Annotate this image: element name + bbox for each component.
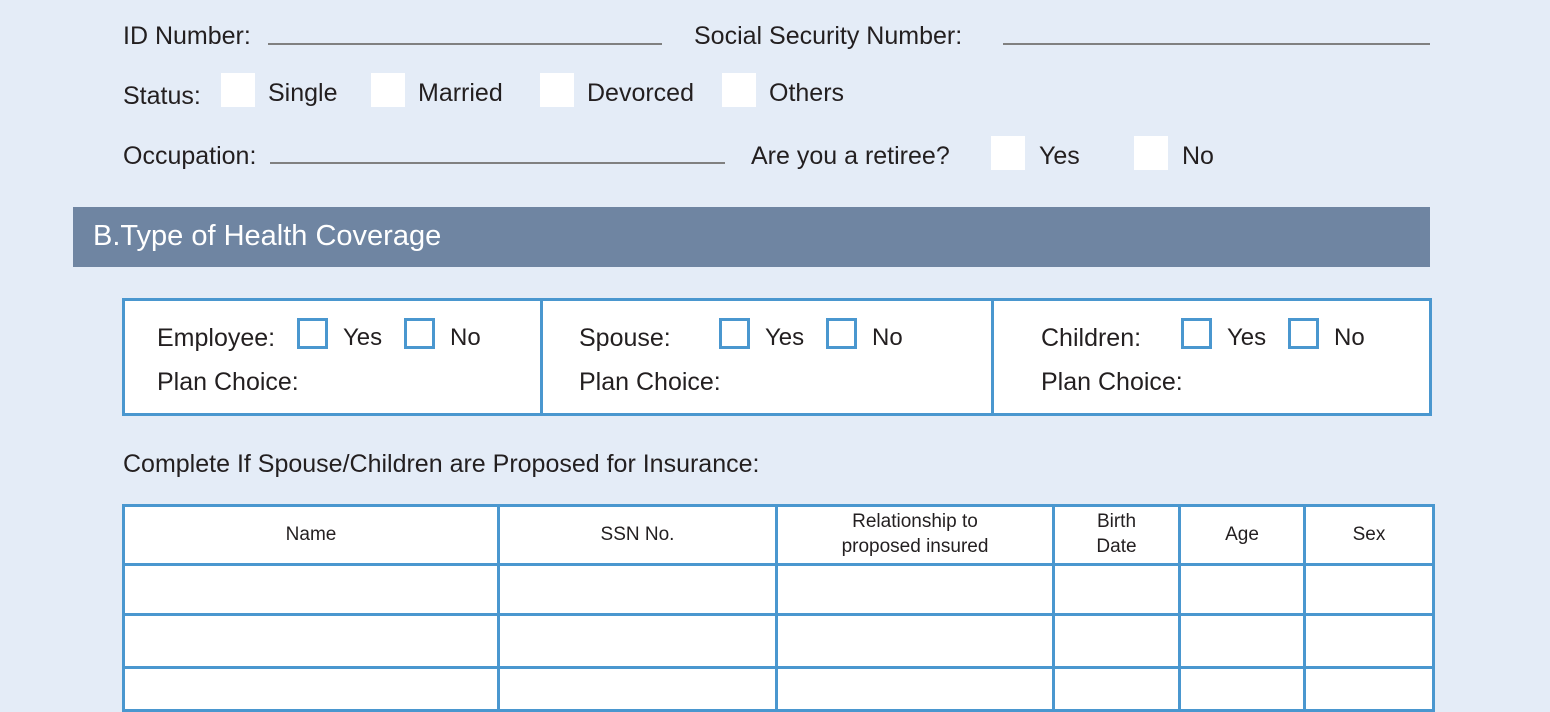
- spouse-no-checkbox[interactable]: [826, 318, 857, 349]
- table-row: [124, 615, 1434, 668]
- age-cell[interactable]: [1180, 565, 1305, 615]
- section-b-header: [73, 207, 1430, 267]
- children-yes-checkbox[interactable]: [1181, 318, 1212, 349]
- age-cell[interactable]: [1180, 668, 1305, 711]
- table-row: [124, 565, 1434, 615]
- birth-date-cell[interactable]: [1054, 615, 1180, 668]
- spouse-yes-label: Yes: [765, 324, 805, 351]
- header-relationship: Relationship to proposed insured: [777, 506, 1054, 565]
- birth-date-cell[interactable]: [1054, 565, 1180, 615]
- retiree-yes-label: Yes: [1039, 142, 1080, 170]
- status-married-label: Married: [418, 79, 503, 107]
- age-cell[interactable]: [1180, 615, 1305, 668]
- status-label: Status:: [123, 82, 201, 110]
- children-no-checkbox[interactable]: [1288, 318, 1319, 349]
- table-row: [124, 668, 1434, 711]
- employee-no-checkbox[interactable]: [404, 318, 435, 349]
- sex-cell[interactable]: [1305, 668, 1434, 711]
- table-header-row: [124, 506, 1434, 565]
- status-others-label: Others: [769, 79, 845, 107]
- employee-no-label: No: [450, 324, 481, 351]
- children-no-label: No: [1334, 324, 1365, 351]
- dependents-intro: Complete If Spouse/Children are Proposed for Insurance:: [123, 450, 760, 478]
- employee-yes-checkbox[interactable]: [297, 318, 328, 349]
- ssn-cell[interactable]: [499, 668, 777, 711]
- header-ssn: SSN No.: [499, 506, 777, 565]
- children-plan-choice-label: Plan Choice:: [1041, 368, 1183, 396]
- retiree-no-label: No: [1182, 142, 1214, 170]
- dependents-table: [122, 504, 1435, 712]
- name-cell[interactable]: [124, 668, 499, 711]
- status-divorced-checkbox[interactable]: [540, 73, 574, 107]
- name-cell[interactable]: [124, 565, 499, 615]
- coverage-divider: [991, 301, 994, 413]
- header-sex: Sex: [1305, 506, 1434, 565]
- status-others-checkbox[interactable]: [722, 73, 756, 107]
- occupation-label: Occupation:: [123, 142, 257, 170]
- sex-cell[interactable]: [1305, 615, 1434, 668]
- status-single-label: Single: [268, 79, 338, 107]
- id-number-field[interactable]: [268, 43, 662, 45]
- status-single-checkbox[interactable]: [221, 73, 255, 107]
- header-name: Name: [124, 506, 499, 565]
- children-label: Children:: [1041, 324, 1142, 352]
- id-number-label: ID Number:: [123, 22, 251, 50]
- section-b-title: B.Type of Health Coverage: [93, 220, 442, 252]
- retiree-no-checkbox[interactable]: [1134, 136, 1168, 170]
- relationship-cell[interactable]: [777, 615, 1054, 668]
- children-yes-label: Yes: [1227, 324, 1267, 351]
- employee-yes-label: Yes: [343, 324, 383, 351]
- occupation-field[interactable]: [270, 162, 725, 164]
- spouse-plan-choice-label: Plan Choice:: [579, 368, 721, 396]
- header-birth-date: Birth Date: [1054, 506, 1180, 565]
- relationship-cell[interactable]: [777, 565, 1054, 615]
- spouse-no-label: No: [872, 324, 903, 351]
- employee-plan-choice-label: Plan Choice:: [157, 368, 299, 396]
- employee-label: Employee:: [157, 324, 276, 352]
- spouse-label: Spouse:: [579, 324, 671, 352]
- spouse-yes-checkbox[interactable]: [719, 318, 750, 349]
- status-divorced-label: Devorced: [587, 79, 694, 107]
- retiree-question: Are you a retiree?: [751, 142, 950, 170]
- ssn-field[interactable]: [1003, 43, 1430, 45]
- retiree-yes-checkbox[interactable]: [991, 136, 1025, 170]
- coverage-box: [122, 298, 1432, 416]
- ssn-label: Social Security Number:: [694, 22, 963, 50]
- name-cell[interactable]: [124, 615, 499, 668]
- ssn-cell[interactable]: [499, 615, 777, 668]
- relationship-cell[interactable]: [777, 668, 1054, 711]
- coverage-divider: [540, 301, 543, 413]
- status-married-checkbox[interactable]: [371, 73, 405, 107]
- birth-date-cell[interactable]: [1054, 668, 1180, 711]
- sex-cell[interactable]: [1305, 565, 1434, 615]
- ssn-cell[interactable]: [499, 565, 777, 615]
- header-age: Age: [1180, 506, 1305, 565]
